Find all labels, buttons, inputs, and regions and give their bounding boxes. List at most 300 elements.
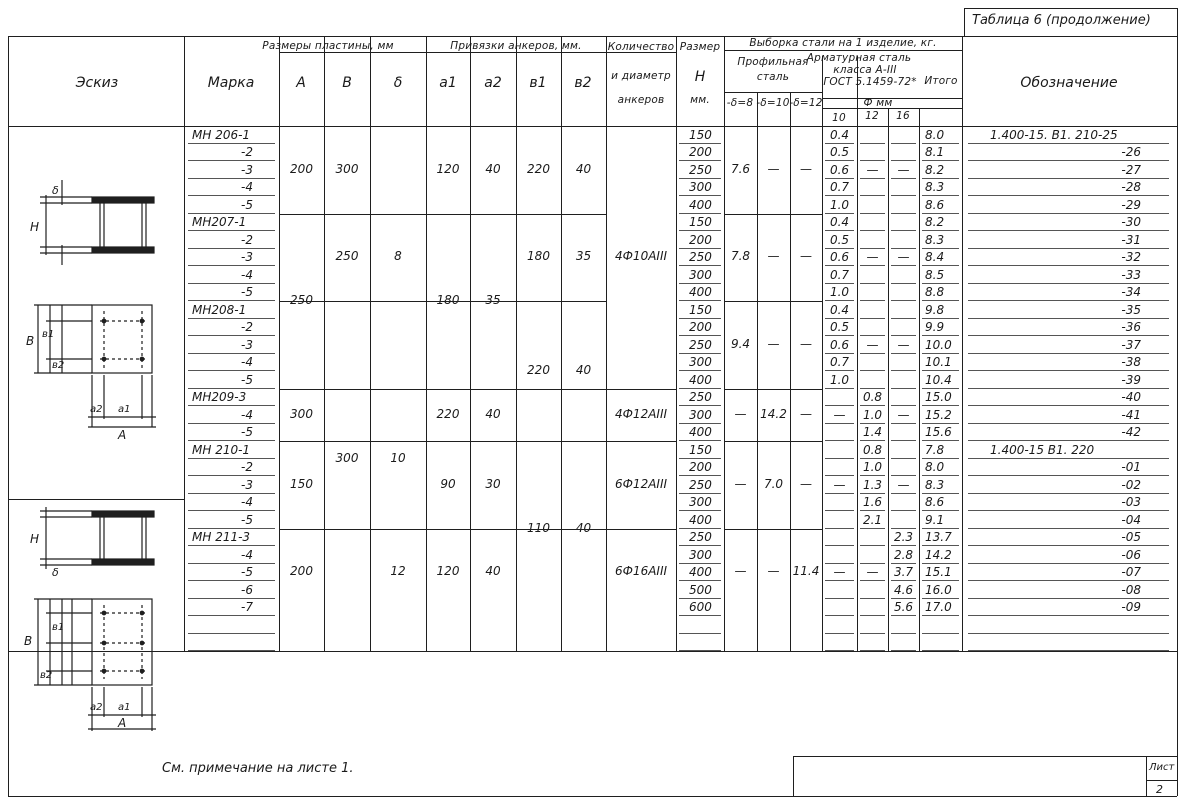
header-marka: Марка bbox=[207, 75, 255, 91]
cell-marka: МН209-3 bbox=[192, 390, 247, 405]
cell-underline-arm16 bbox=[891, 160, 916, 161]
cell-underline-itogo bbox=[922, 440, 959, 441]
cell-underline-arm10 bbox=[825, 160, 854, 161]
cell-oboz: -34 bbox=[1121, 285, 1141, 300]
span-divider bbox=[757, 441, 790, 442]
cell-underline-arm16 bbox=[891, 353, 916, 354]
cell-underline-itogo bbox=[922, 143, 959, 144]
cell-oboz: -31 bbox=[1121, 232, 1141, 247]
cell-underline-arm10 bbox=[825, 248, 854, 249]
cell-underline-arm10 bbox=[825, 388, 854, 389]
cell-underline-H bbox=[679, 248, 721, 249]
cell-underline-itogo bbox=[922, 300, 959, 301]
span-cell-d10: — bbox=[767, 336, 780, 351]
header-delta: δ bbox=[393, 75, 403, 91]
cell-oboz: -27 bbox=[1121, 162, 1141, 177]
cell-size-H: 300 bbox=[689, 547, 712, 562]
group-separator bbox=[279, 389, 606, 390]
cell-underline-oboz bbox=[968, 388, 1169, 389]
cell-underline-itogo bbox=[922, 580, 959, 581]
cell-underline-oboz bbox=[968, 300, 1169, 301]
header-prof-1: Профильная bbox=[737, 56, 809, 68]
cell-itogo: 7.8 bbox=[925, 442, 945, 457]
cell-size-H: 400 bbox=[689, 565, 712, 580]
span-cell-d12: — bbox=[800, 476, 812, 491]
cell-underline-oboz bbox=[968, 598, 1169, 599]
cell-arm10: 0.7 bbox=[829, 267, 850, 282]
header-steel-group: Выборка стали на 1 изделие, кг. bbox=[749, 37, 937, 49]
cell-underline-marka bbox=[188, 650, 275, 651]
cell-underline-itogo bbox=[922, 353, 959, 354]
cell-underline-marka bbox=[188, 265, 275, 266]
cell-underline-arm16 bbox=[891, 283, 916, 284]
cell-underline-marka bbox=[188, 213, 275, 214]
span-cell-qty: 6Ф16АIII bbox=[614, 564, 668, 579]
cell-underline-arm10 bbox=[825, 598, 854, 599]
cell-underline-arm16 bbox=[891, 598, 916, 599]
grid-line bbox=[470, 36, 471, 651]
cell-underline-H bbox=[679, 160, 721, 161]
span-cell-d10: — bbox=[767, 564, 780, 579]
header-A: А bbox=[296, 75, 306, 91]
cell-itogo: 8.8 bbox=[925, 285, 945, 300]
sheet-left-border bbox=[8, 36, 9, 796]
span-cell-d8: — bbox=[734, 406, 747, 421]
cell-marka: -2 bbox=[241, 232, 253, 247]
cell-underline-itogo bbox=[922, 650, 959, 651]
grid-line bbox=[279, 36, 280, 651]
cell-underline-itogo bbox=[922, 195, 959, 196]
span-cell-b2: 40 bbox=[575, 161, 592, 176]
cell-underline-arm12 bbox=[860, 615, 885, 616]
sketch-label-a1: а1 bbox=[118, 702, 131, 713]
cell-underline-arm12 bbox=[860, 650, 885, 651]
cell-size-H: 300 bbox=[689, 267, 712, 282]
sketch-label-B: В bbox=[24, 634, 33, 648]
cell-underline-oboz bbox=[968, 160, 1169, 161]
cell-size-H: 250 bbox=[689, 530, 712, 545]
cell-underline-oboz bbox=[968, 318, 1169, 319]
header-qty-3: анкеров bbox=[617, 94, 665, 106]
cell-underline-oboz bbox=[968, 633, 1169, 634]
cell-underline-arm10 bbox=[825, 493, 854, 494]
title-block-line bbox=[793, 756, 794, 796]
cell-marka: -4 bbox=[241, 547, 253, 562]
cell-underline-arm10 bbox=[825, 318, 854, 319]
header-plate-group: Размеры пластины, мм bbox=[262, 40, 394, 52]
cell-underline-arm16 bbox=[891, 318, 916, 319]
cell-underline-oboz bbox=[968, 335, 1169, 336]
cell-size-H: 300 bbox=[689, 495, 712, 510]
cell-marka: МН207-1 bbox=[192, 215, 247, 230]
cell-underline-arm10 bbox=[825, 370, 854, 371]
cell-underline-H bbox=[679, 633, 721, 634]
cell-underline-arm10 bbox=[825, 195, 854, 196]
span-cell-a1: 90 bbox=[440, 476, 456, 491]
span-divider bbox=[790, 214, 822, 215]
cell-underline-arm12 bbox=[860, 370, 885, 371]
grid-line bbox=[790, 92, 791, 651]
cell-oboz: -41 bbox=[1121, 407, 1141, 422]
span-cell-d12: 11.4 bbox=[792, 564, 820, 579]
cell-underline-arm12 bbox=[860, 230, 885, 231]
cell-underline-itogo bbox=[922, 528, 959, 529]
grid-line bbox=[822, 56, 823, 651]
sheet-label: Лист bbox=[1149, 762, 1175, 773]
cell-arm12: 2.1 bbox=[862, 512, 883, 527]
cell-underline-arm16 bbox=[891, 405, 916, 406]
header-prof-2: сталь bbox=[756, 71, 790, 83]
cell-arm16: 3.7 bbox=[893, 565, 914, 580]
cell-oboz: -02 bbox=[1121, 477, 1141, 492]
span-divider bbox=[606, 529, 676, 530]
sketch-label-b2: в2 bbox=[40, 670, 53, 681]
header-phi: Ф мм bbox=[863, 97, 893, 109]
cell-underline-arm10 bbox=[825, 545, 854, 546]
span-cell-A: 200 bbox=[290, 161, 313, 176]
cell-underline-arm12 bbox=[860, 475, 885, 476]
cell-underline-H bbox=[679, 335, 721, 336]
cell-underline-H bbox=[679, 195, 721, 196]
cell-underline-arm12 bbox=[860, 598, 885, 599]
cell-underline-arm16 bbox=[891, 335, 916, 336]
cell-underline-H bbox=[679, 370, 721, 371]
cell-size-H: 600 bbox=[689, 600, 712, 615]
cell-underline-arm16 bbox=[891, 265, 916, 266]
header-size-2: Н bbox=[694, 69, 706, 85]
sketch-anchor-plate-4 bbox=[0, 125, 185, 495]
cell-itogo: 15.1 bbox=[925, 565, 952, 580]
cell-underline-arm12 bbox=[860, 265, 885, 266]
grid-line bbox=[370, 36, 371, 651]
cell-itogo: 8.0 bbox=[925, 460, 945, 475]
span-divider bbox=[757, 389, 790, 390]
cell-marka: -5 bbox=[241, 372, 253, 387]
cell-underline-arm16 bbox=[891, 475, 916, 476]
cell-size-H: 400 bbox=[689, 197, 712, 212]
sheet-bottom-border bbox=[8, 796, 1177, 797]
cell-oboz: -05 bbox=[1121, 530, 1141, 545]
cell-marka: -7 bbox=[241, 600, 253, 615]
cell-arm10: 0.6 bbox=[829, 337, 850, 352]
title-block-line bbox=[793, 756, 1177, 757]
sketch-label-B: В bbox=[26, 334, 35, 348]
cell-underline-itogo bbox=[922, 475, 959, 476]
cell-itogo: 10.4 bbox=[925, 372, 952, 387]
cell-arm12: 1.6 bbox=[862, 495, 883, 510]
cell-size-H: 300 bbox=[689, 180, 712, 195]
cell-underline-H bbox=[679, 650, 721, 651]
cell-itogo: 8.0 bbox=[925, 127, 945, 142]
cell-underline-arm10 bbox=[825, 405, 854, 406]
cell-underline-H bbox=[679, 353, 721, 354]
span-cell-b1: 220 bbox=[527, 363, 550, 377]
cell-underline-H bbox=[679, 405, 721, 406]
cell-underline-arm16 bbox=[891, 248, 916, 249]
span-cell-b1: 220 bbox=[527, 161, 550, 176]
cell-underline-arm10 bbox=[825, 650, 854, 651]
grid-line bbox=[919, 108, 920, 651]
cell-underline-arm12 bbox=[860, 580, 885, 581]
cell-underline-marka bbox=[188, 195, 275, 196]
cell-underline-arm16 bbox=[891, 615, 916, 616]
cell-underline-H bbox=[679, 475, 721, 476]
cell-size-H: 400 bbox=[689, 425, 712, 440]
cell-underline-arm12 bbox=[860, 353, 885, 354]
cell-underline-oboz bbox=[968, 440, 1169, 441]
sketch-label-a2: а2 bbox=[90, 702, 103, 713]
cell-underline-itogo bbox=[922, 545, 959, 546]
span-cell-a1: 180 bbox=[436, 293, 460, 307]
header-f12: 12 bbox=[865, 110, 879, 122]
cell-underline-itogo bbox=[922, 248, 959, 249]
group-separator bbox=[279, 529, 606, 530]
cell-marka: -4 bbox=[241, 267, 253, 282]
cell-underline-H bbox=[679, 440, 721, 441]
cell-underline-oboz bbox=[968, 405, 1169, 406]
cell-underline-arm16 bbox=[891, 510, 916, 511]
cell-oboz: -26 bbox=[1121, 145, 1141, 160]
span-divider bbox=[724, 389, 757, 390]
sketch-anchor-plate-6 bbox=[0, 495, 185, 740]
grid-line bbox=[857, 56, 858, 651]
span-cell-b2: 35 bbox=[575, 249, 592, 264]
cell-underline-oboz bbox=[968, 545, 1169, 546]
cell-underline-itogo bbox=[922, 633, 959, 634]
span-cell-d12: — bbox=[800, 336, 812, 351]
span-cell-A: 150 bbox=[290, 476, 313, 491]
span-cell-a2: 40 bbox=[485, 161, 501, 176]
span-cell-d10: 7.0 bbox=[763, 476, 784, 491]
cell-marka: -3 bbox=[241, 337, 253, 352]
cell-oboz: -04 bbox=[1121, 512, 1141, 527]
cell-marka: -4 bbox=[241, 180, 253, 195]
cell-underline-H bbox=[679, 283, 721, 284]
cell-underline-oboz bbox=[968, 650, 1169, 651]
grid-line bbox=[324, 36, 325, 651]
cell-arm10: 1.0 bbox=[829, 285, 850, 300]
span-cell-d12: — bbox=[800, 161, 812, 176]
cell-underline-marka bbox=[188, 248, 275, 249]
cell-itogo: 8.3 bbox=[925, 232, 945, 247]
cell-underline-arm12 bbox=[860, 143, 885, 144]
cell-arm16: 5.6 bbox=[893, 600, 914, 615]
cell-underline-oboz bbox=[968, 475, 1169, 476]
cell-underline-arm12 bbox=[860, 178, 885, 179]
cell-arm16: — bbox=[897, 337, 910, 352]
span-cell-a1: 220 bbox=[436, 406, 460, 421]
cell-underline-arm12 bbox=[860, 440, 885, 441]
cell-underline-arm10 bbox=[825, 510, 854, 511]
cell-arm10: — bbox=[833, 477, 846, 492]
cell-oboz: -28 bbox=[1121, 180, 1141, 195]
group-separator bbox=[279, 441, 606, 442]
cell-size-H: 400 bbox=[689, 285, 712, 300]
cell-oboz: -37 bbox=[1121, 337, 1141, 352]
cell-underline-H bbox=[679, 493, 721, 494]
header-size-1: Размер bbox=[679, 41, 721, 53]
cell-underline-arm12 bbox=[860, 633, 885, 634]
header-B: В bbox=[342, 75, 352, 91]
cell-underline-arm16 bbox=[891, 143, 916, 144]
cell-underline-arm12 bbox=[860, 423, 885, 424]
span-divider bbox=[757, 301, 790, 302]
cell-underline-arm16 bbox=[891, 528, 916, 529]
cell-size-H: 250 bbox=[689, 337, 712, 352]
cell-underline-arm16 bbox=[891, 423, 916, 424]
cell-underline-oboz bbox=[968, 370, 1169, 371]
cell-oboz: -42 bbox=[1121, 425, 1141, 440]
cell-oboz: -01 bbox=[1121, 460, 1141, 475]
cell-size-H: 200 bbox=[689, 320, 712, 335]
cell-underline-oboz bbox=[968, 563, 1169, 564]
cell-underline-marka bbox=[188, 580, 275, 581]
cell-oboz: -32 bbox=[1121, 250, 1141, 265]
span-cell-d12: — bbox=[800, 249, 812, 264]
cell-size-H: 500 bbox=[689, 582, 712, 597]
cell-underline-arm16 bbox=[891, 388, 916, 389]
cell-underline-arm10 bbox=[825, 580, 854, 581]
cell-underline-H bbox=[679, 143, 721, 144]
header-a1: a1 bbox=[439, 75, 457, 91]
cell-underline-H bbox=[679, 528, 721, 529]
span-divider bbox=[790, 441, 822, 442]
cell-arm10: 0.5 bbox=[829, 320, 850, 335]
group-separator bbox=[279, 301, 606, 302]
cell-oboz: -09 bbox=[1121, 600, 1141, 615]
table-bottom-border bbox=[8, 651, 1177, 652]
sketch-label-a1: а1 bbox=[118, 404, 131, 415]
cell-marka: -5 bbox=[241, 285, 253, 300]
cell-underline-arm16 bbox=[891, 195, 916, 196]
header-d8: -δ=8 bbox=[726, 97, 754, 109]
cell-underline-H bbox=[679, 563, 721, 564]
cell-underline-marka bbox=[188, 615, 275, 616]
cell-underline-oboz bbox=[968, 230, 1169, 231]
cell-oboz: -39 bbox=[1121, 372, 1141, 387]
span-divider bbox=[606, 389, 676, 390]
cell-underline-marka bbox=[188, 283, 275, 284]
cell-underline-oboz bbox=[968, 283, 1169, 284]
cell-underline-oboz bbox=[968, 458, 1169, 459]
sketch-label-delta: δ bbox=[52, 566, 59, 579]
cell-arm16: — bbox=[897, 477, 910, 492]
group-separator bbox=[279, 214, 606, 215]
cell-arm10: 0.4 bbox=[829, 302, 850, 317]
cell-underline-arm10 bbox=[825, 353, 854, 354]
cell-underline-oboz bbox=[968, 353, 1169, 354]
span-cell-B: 300 bbox=[335, 161, 359, 176]
cell-underline-itogo bbox=[922, 318, 959, 319]
span-cell-a1: 120 bbox=[436, 161, 460, 176]
group-header-rule bbox=[724, 92, 822, 93]
cell-underline-itogo bbox=[922, 388, 959, 389]
cell-marka: -3 bbox=[241, 250, 253, 265]
cell-underline-H bbox=[679, 458, 721, 459]
cell-oboz: -36 bbox=[1121, 320, 1141, 335]
cell-itogo: 8.2 bbox=[925, 162, 945, 177]
cell-underline-oboz bbox=[968, 265, 1169, 266]
cell-underline-arm16 bbox=[891, 650, 916, 651]
span-divider bbox=[790, 301, 822, 302]
cell-underline-marka bbox=[188, 528, 275, 529]
cell-underline-oboz bbox=[968, 493, 1169, 494]
cell-underline-oboz bbox=[968, 580, 1169, 581]
cell-underline-marka bbox=[188, 335, 275, 336]
cell-underline-arm16 bbox=[891, 633, 916, 634]
cell-size-H: 400 bbox=[689, 512, 712, 527]
cell-underline-arm10 bbox=[825, 283, 854, 284]
header-size-3: мм. bbox=[690, 94, 710, 106]
cell-underline-arm10 bbox=[825, 475, 854, 476]
grid-line bbox=[724, 36, 725, 651]
sketch-separator bbox=[8, 499, 184, 500]
span-divider bbox=[790, 389, 822, 390]
cell-size-H: 300 bbox=[689, 355, 712, 370]
cell-size-H: 400 bbox=[689, 372, 712, 387]
cell-underline-H bbox=[679, 545, 721, 546]
cell-arm16: — bbox=[897, 407, 910, 422]
cell-underline-itogo bbox=[922, 335, 959, 336]
caption-frame-left bbox=[964, 8, 965, 36]
cell-oboz: -03 bbox=[1121, 495, 1141, 510]
cell-underline-marka bbox=[188, 633, 275, 634]
span-cell-A: 200 bbox=[290, 564, 313, 579]
cell-marka: -4 bbox=[241, 495, 253, 510]
cell-underline-itogo bbox=[922, 283, 959, 284]
span-cell-d10: 14.2 bbox=[760, 406, 787, 421]
cell-underline-arm12 bbox=[860, 510, 885, 511]
cell-underline-marka bbox=[188, 318, 275, 319]
cell-arm16: — bbox=[897, 162, 910, 177]
span-cell-d12: — bbox=[800, 406, 812, 421]
cell-itogo: 8.1 bbox=[925, 145, 945, 160]
grid-line bbox=[757, 92, 758, 651]
grid-line bbox=[184, 36, 185, 651]
cell-marka: -4 bbox=[241, 407, 253, 422]
cell-underline-arm16 bbox=[891, 440, 916, 441]
grid-line bbox=[676, 36, 677, 651]
header-b2: в2 bbox=[574, 75, 592, 91]
cell-oboz: 1.400-15. В1. 210-25 bbox=[990, 127, 1118, 142]
span-cell-b1: 180 bbox=[527, 249, 550, 264]
cell-arm12: — bbox=[866, 250, 879, 265]
cell-marka: -5 bbox=[241, 512, 253, 527]
cell-itogo: 8.6 bbox=[925, 495, 945, 510]
cell-arm12: — bbox=[866, 565, 879, 580]
cell-marka: -2 bbox=[241, 320, 253, 335]
cell-arm10: 0.4 bbox=[829, 127, 850, 142]
cell-size-H: 250 bbox=[689, 162, 712, 177]
span-divider bbox=[790, 529, 822, 530]
cell-underline-oboz bbox=[968, 248, 1169, 249]
cell-arm10: 0.7 bbox=[829, 180, 850, 195]
span-cell-a2: 40 bbox=[485, 406, 501, 421]
cell-size-H: 300 bbox=[689, 407, 712, 422]
grid-line bbox=[962, 36, 963, 651]
cell-size-H: 150 bbox=[689, 215, 712, 230]
cell-underline-arm12 bbox=[860, 493, 885, 494]
cell-underline-marka bbox=[188, 458, 275, 459]
cell-underline-arm10 bbox=[825, 230, 854, 231]
cell-arm10: 0.6 bbox=[829, 250, 850, 265]
cell-underline-arm10 bbox=[825, 143, 854, 144]
cell-arm12: 0.8 bbox=[862, 442, 883, 457]
span-divider bbox=[724, 214, 757, 215]
cell-itogo: 8.4 bbox=[925, 250, 945, 265]
cell-itogo: 8.2 bbox=[925, 215, 945, 230]
cell-underline-arm10 bbox=[825, 440, 854, 441]
